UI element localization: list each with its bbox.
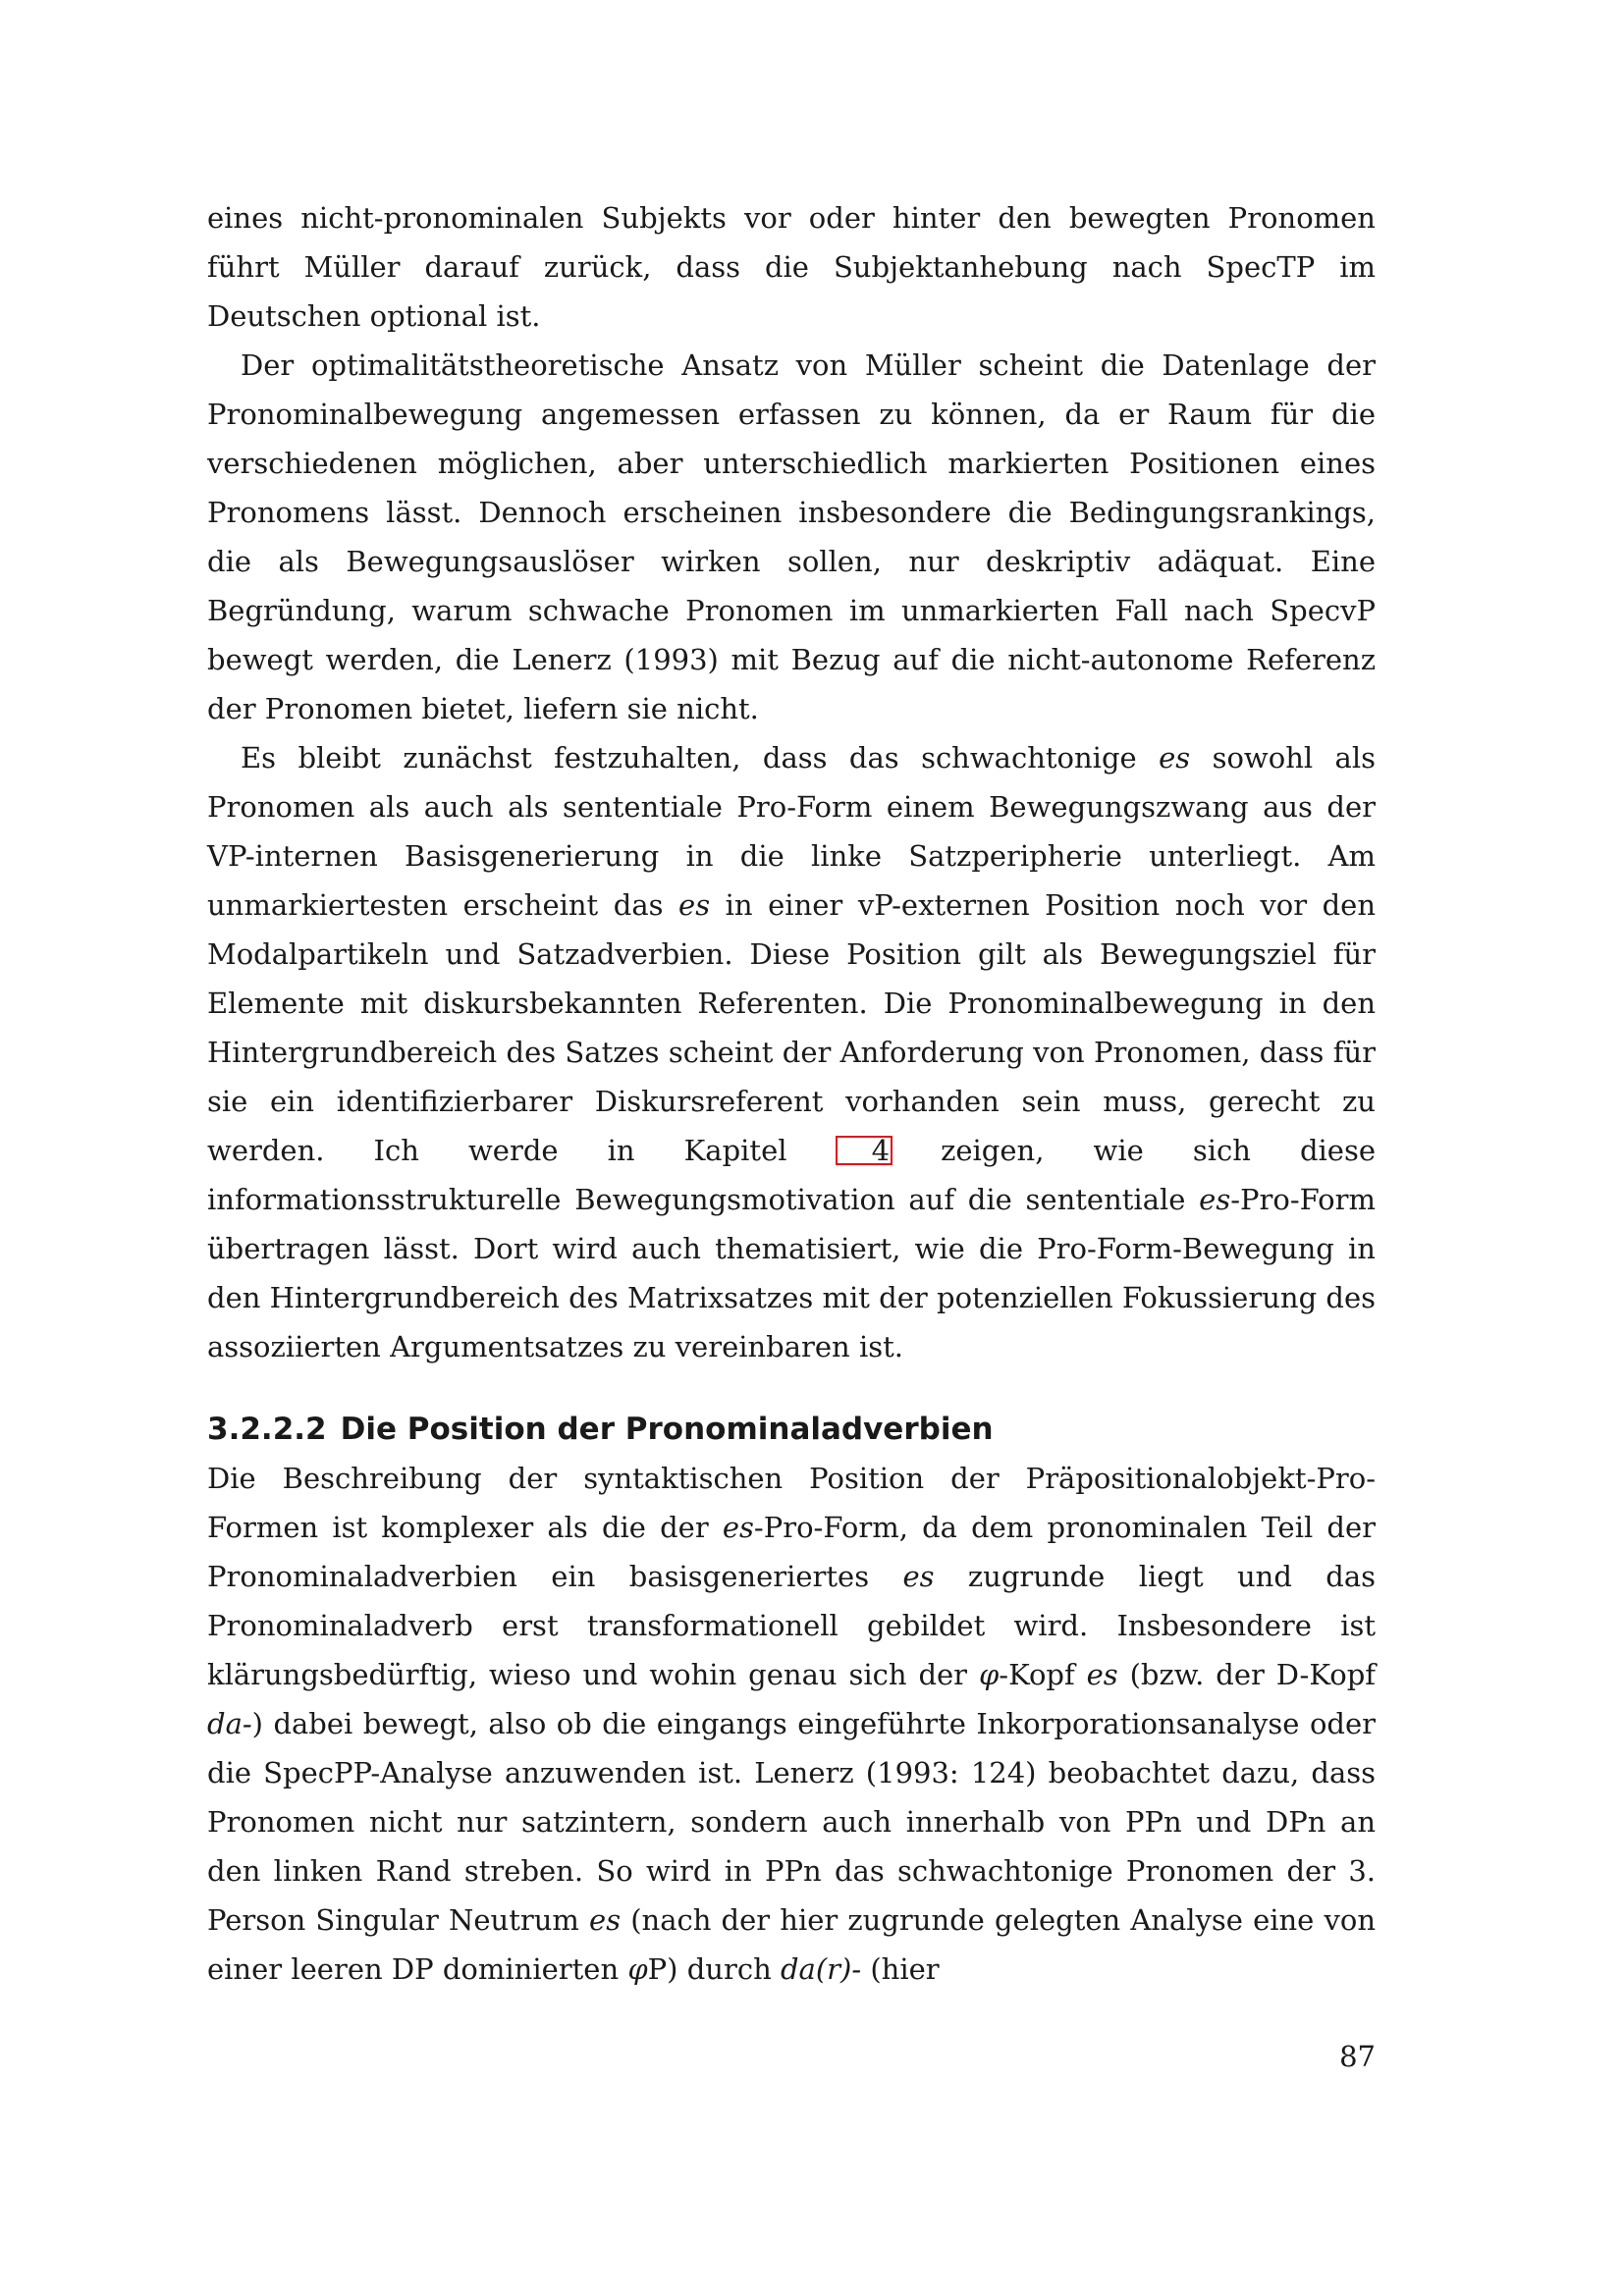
- text-run: in einer vP-externen Position noch vor den Modalpartikeln und Satzadverbien. Diese Position gilt als Bewegungsziel für Elemente mit diskursbekannten Referenten. Die Pronominalbewegung in den Hintergrundbereich des Satzes scheint der Anforderung von Pronomen, dass für sie ein identifizierbarer Diskursreferent vorhanden sein muss, gerecht zu werden. Ich werde in Kapitel: [207, 888, 1377, 1167]
- italic-term: da-: [207, 1707, 252, 1740]
- page-number: 87: [1339, 2040, 1376, 2073]
- text-run: (bzw. der D-Kopf: [1117, 1658, 1376, 1691]
- text-run: sowohl als Pronomen als auch als sententiale Pro-Form einem Bewegungszwang aus der VP-internen Basisgenerierung in die linke Satzperipherie unterliegt. Am unmarkiertesten erscheint das: [207, 741, 1376, 922]
- section-title: Die Position der Pronominaladverbien: [340, 1412, 994, 1447]
- text-run: ) dabei bewegt, also ob die eingangs eingeführte Inkorporationsanalyse oder die SpecPP-Analyse anzuwenden ist. Lenerz (1993: 124) beobachtet dazu, dass Pronomen nicht nur satzintern, sondern auch innerhalb von PPn und DPn an den linken Rand streben. So wird in PPn das schwachtonige Pronomen der 3. Person Singular Neutrum: [207, 1707, 1376, 1937]
- italic-term: es: [902, 1560, 935, 1593]
- section-number: 3.2.2.2: [207, 1412, 327, 1447]
- text-run: (hier: [861, 1952, 940, 1986]
- italic-term: es: [722, 1511, 754, 1544]
- italic-term: es: [589, 1903, 622, 1937]
- italic-term: es: [1159, 741, 1191, 774]
- phi-symbol: φ: [978, 1658, 1000, 1691]
- section-heading: [207, 1405, 1376, 1454]
- phi-symbol: φ: [627, 1952, 648, 1986]
- text-run: -Pro-Form übertragen lässt. Dort wird auch thematisiert, wie die Pro-Form-Bewegung in den Hintergrundbereich des Matrixsatzes mit der potenziellen Fokussierung des assoziierten Argumentsatzes zu vereinbaren ist.: [207, 1183, 1376, 1363]
- paragraph-2: Der optimalitätstheoretische Ansatz von Müller scheint die Datenlage der Pronominalbewegung angemessen erfassen zu können, da er Raum für die verschiedenen möglichen, aber unterschiedlich markierten Positionen eines Pronomens lässt. Dennoch erscheinen insbesondere die Bedingungsrankings, die als Bewegungsauslöser wirken sollen, nur deskriptiv adäquat. Eine Begründung, warum schwache Pronomen im unmarkierten Fall nach SpecvP bewegt werden, die Lenerz (1993) mit Bezug auf die nicht-autonome Referenz der Pronomen bietet, liefern sie nicht.: [207, 348, 1376, 725]
- text-run: -Kopf: [999, 1658, 1087, 1691]
- text-run: zeigen, wie sich diese informationsstrukturelle Bewegungsmotivation auf die sententiale: [207, 1134, 1376, 1216]
- text-run: (nach der hier zugrunde gelegten Analyse eine von einer leeren DP dominierten: [207, 1903, 1376, 1986]
- text-run: P) durch: [647, 1952, 781, 1986]
- paragraph-4: [207, 1454, 1376, 1994]
- paragraph-3: [207, 733, 1376, 1371]
- chapter-reference-link[interactable]: 4: [837, 1137, 892, 1164]
- text-run: -Pro-Form, da dem pronominalen Teil der Pronominaladverbien ein basisgeneriertes: [207, 1511, 1377, 1593]
- paragraph-1: eines nicht-pronominalen Subjekts vor oder hinter den bewegten Pronomen führt Müller darauf zurück, dass die Subjektanhebung nach SpecTP im Deutschen optional ist.: [207, 201, 1376, 333]
- italic-term: da(r)-: [780, 1952, 862, 1986]
- italic-term: es: [678, 888, 711, 922]
- text-run: zugrunde liegt und das Pronominaladverb erst transformationell gebildet wird. Insbesondere ist klärungsbedürftig, wieso und wohin genau sich der: [207, 1560, 1377, 1691]
- text-run: Es bleibt zunächst festzuhalten, dass das schwachtonige: [241, 741, 1160, 774]
- italic-term: es: [1086, 1658, 1118, 1691]
- text-run: Die Beschreibung der syntaktischen Position der Präpositionalobjekt-Pro-Formen ist komplexer als die der: [207, 1462, 1376, 1544]
- italic-term: es: [1199, 1183, 1231, 1216]
- page-content: [207, 193, 1376, 1994]
